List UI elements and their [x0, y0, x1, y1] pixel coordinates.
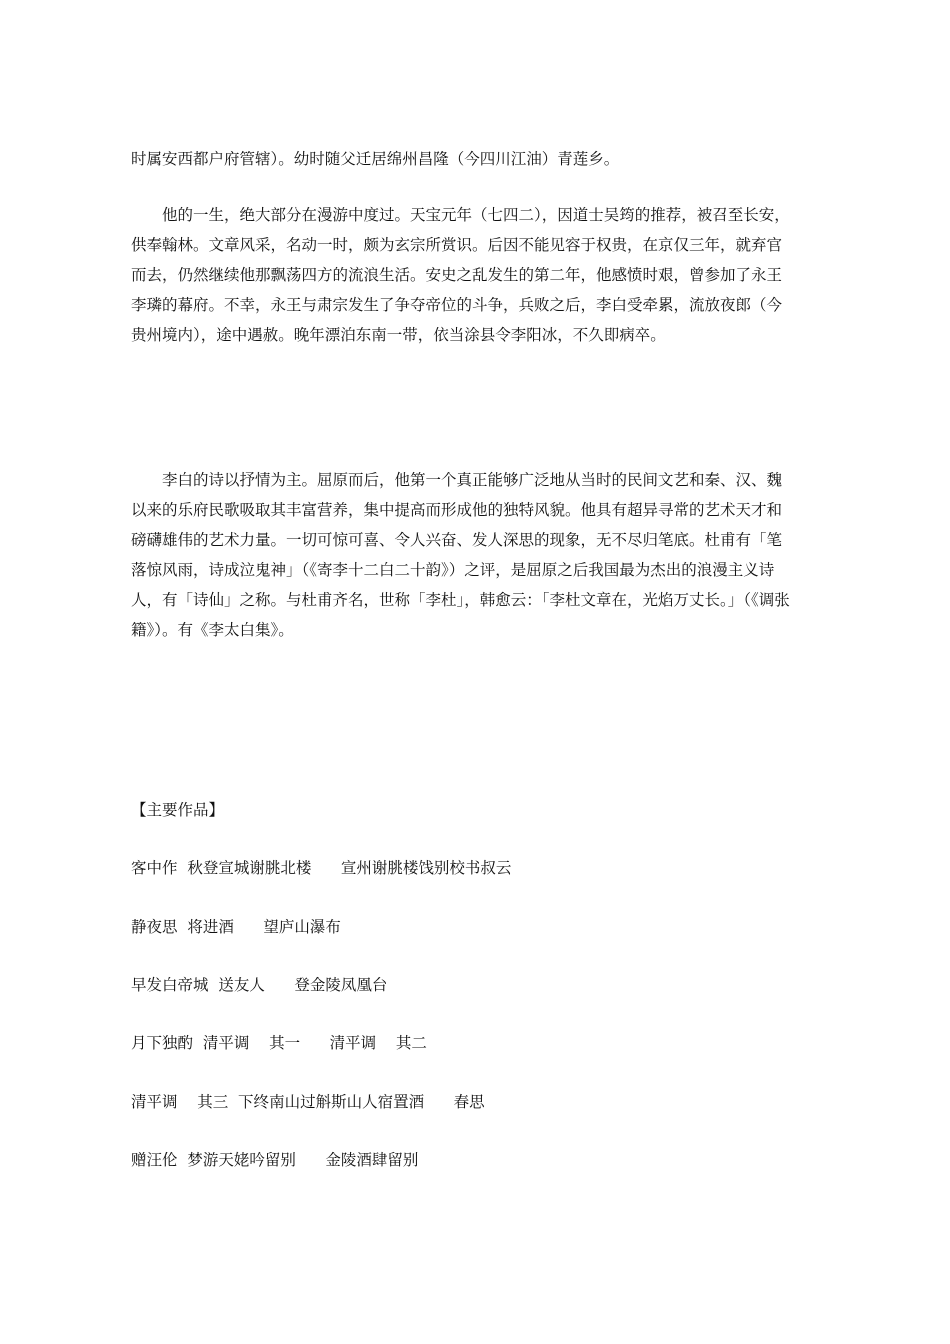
works-line: 清平调 其三 下终南山过斛斯山人宿置酒 春思: [131, 1093, 485, 1111]
paragraph-poetry: [131, 465, 791, 645]
works-line: 早发白帝城 送友人 登金陵凤凰台: [131, 976, 388, 994]
works-line: 静夜思 将进酒 望庐山瀑布: [131, 918, 341, 936]
paragraph-text: 他的一生，绝大部分在漫游中度过。天宝元年（七四二），因道士吴筠的推荐，被召至长安，供奉翰林。文章风采，名动一时，颇为玄宗所赏识。后因不能见容于权贵，在京仅三年，就弃官而去，仍然继续他那飘荡四方的流浪生活。安史之乱发生的第二年，他感愤时艰，曾参加了永王李璘的幕府。不幸，永王与肃宗发生了争夺帝位的斗争，兵败之后，李白受牵累，流放夜郎（今贵州境内），途中遇赦。晚年漂泊东南一带，依当涂县令李阳冰，不久即病卒。: [131, 206, 790, 344]
paragraph-birthplace: [131, 144, 791, 174]
paragraph-life: [131, 200, 791, 350]
works-line: 客中作 秋登宣城谢朓北楼 宣州谢朓楼饯别校书叔云: [131, 859, 512, 877]
works-line: 赠汪伦 梦游天姥吟留别 金陵酒肆留别: [131, 1151, 419, 1169]
paragraph-text: 李白的诗以抒情为主。屈原而后，他第一个真正能够广泛地从当时的民间文艺和秦、汉、魏以来的乐府民歌吸取其丰富营养，集中提高而形成他的独特风貌。他具有超异寻常的艺术天才和磅礴雄伟的艺术力量。一切可惊可喜、令人兴奋、发人深思的现象，无不尽归笔底。杜甫有「笔落惊风雨，诗成泣鬼神」（《寄李十二白二十韵》）之评，是屈原之后我国最为杰出的浪漫主义诗人，有「诗仙」之称。与杜甫齐名，世称「李杜」，韩愈云：「李杜文章在，光焰万丈长。」（《调张籍》）。有《李太白集》。: [131, 471, 790, 639]
works-heading-text: 【主要作品】: [131, 801, 225, 819]
works-line: 月下独酌 清平调 其一 清平调 其二: [131, 1034, 427, 1052]
paragraph-text: 时属安西都户府管辖）。幼时随父迁居绵州昌隆（今四川江油）青莲乡。: [131, 150, 620, 168]
works-section-heading: [131, 795, 791, 825]
